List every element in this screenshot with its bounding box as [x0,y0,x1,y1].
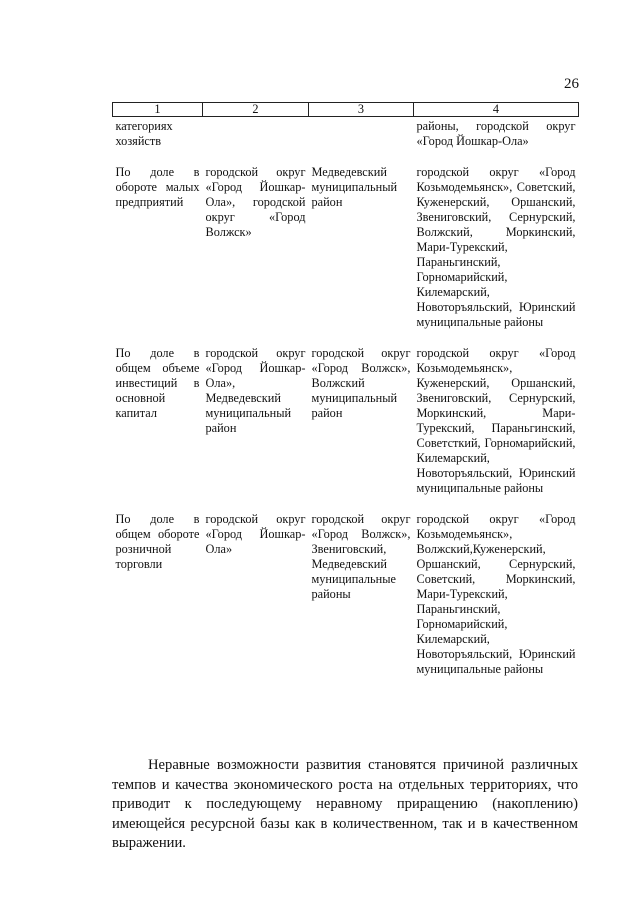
body-paragraph: Неравные возможности развития становятся причиной различных темпов и качества экономического роста на отдельных территориях, что приводит к последующему неравному приращению (накоплению) имеющейся ресурсной базы как в количественном, так и в качественном выражении. [112,757,578,851]
table-header-cell: 2 [203,103,309,117]
page-number: 26 [564,76,579,92]
cell-text: городской округ «Город Волжск», Звениговский, Медведевский муниципальные районы [311,512,411,601]
cell-text: городской округ «Город Козьмодемьянск», Волжский,Куженерский, Оршанский, Сернурский, Советский, Моркинский, Мари-Турекский, Параньгинский, Горномарийский, Килемарский, Новоторъяльский, Юринский муниципальные районы [416,512,576,676]
table-cell [203,344,309,510]
table-cell [113,510,203,691]
cell-text: По доле в общем обороте розничной торговли [115,512,200,571]
table-cell [414,344,579,510]
cell-text: городской округ «Город Йошкар-Ола» [205,512,306,556]
cell-text: городской округ «Город Йошкар-Ола», Медведевский муниципальный район [205,346,306,435]
table-header-row [113,103,579,117]
table-row [113,163,579,344]
cell-text: районы, городской округ «Город Йошкар-Ола» [416,119,576,148]
table-header-cell: 1 [113,103,203,117]
table-row [113,117,579,164]
table-cell [414,510,579,691]
cell-text: По доле в общем объеме инвестиций в основной капитал [115,346,200,420]
cell-text: городской округ «Город Козьмодемьянск», Куженерский, Оршанский, Звениговский, Сернурский, Моркинский, Мари-Турекский, Параньгинский, Советсткий, Горномарийский, Килемарский, Новоторъяльский, Юринский муниципальные районы [416,346,576,495]
table-cell [203,510,309,691]
cell-text: городской округ «Город Козьмодемьянск», Советский, Куженерский, Оршанский, Звениговский, Сернурский, Волжский, Моркинский, Мари-Турекский, Параньгинский, Горномарийский, Килемарский, Новоторъяльский, Юринский муниципальные районы [416,165,576,329]
table-cell [309,510,414,691]
table-cell [203,117,309,164]
table-row [113,344,579,510]
cell-text: По доле в обороте малых предприятий [115,165,200,209]
cell-text: категориях хозяйств [115,119,173,148]
table-cell [113,344,203,510]
table-header-cell: 3 [309,103,414,117]
table-cell [309,117,414,164]
table-cell [309,163,414,344]
table-row [113,510,579,691]
cell-text: городской округ «Город Йошкар-Ола», городской округ «Город Волжск» [205,165,306,239]
table-cell [309,344,414,510]
table-cell [113,163,203,344]
table-header-cell: 4 [414,103,579,117]
table-cell [414,117,579,164]
regions-table [112,102,579,691]
cell-text: Медведевский муниципальный район [311,165,398,209]
table-cell [113,117,203,164]
cell-text: городской округ «Город Волжск», Волжский муниципальный район [311,346,411,420]
table-cell [414,163,579,344]
table-cell [203,163,309,344]
